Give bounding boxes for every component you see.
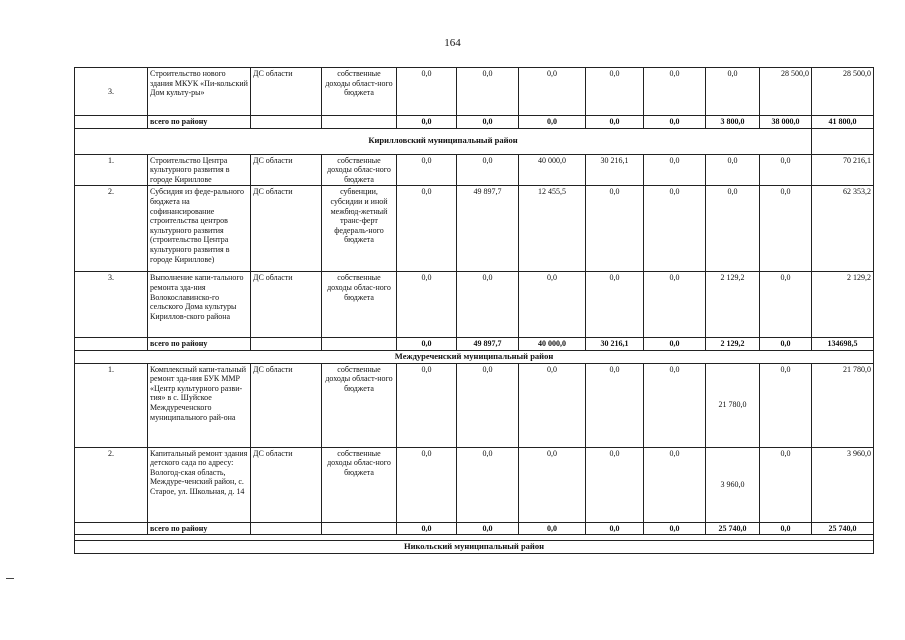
total-value: 0,0 xyxy=(586,116,644,129)
value-cell: 40 000,0 xyxy=(519,154,586,186)
total-value: 0,0 xyxy=(397,522,457,535)
funding-source: собственные доходы облас-ного бюджета xyxy=(322,272,397,338)
value-cell: 0,0 xyxy=(706,154,760,186)
value-cell: 0,0 xyxy=(586,68,644,116)
value-cell: 0,0 xyxy=(519,272,586,338)
customer: ДС области xyxy=(251,447,322,522)
row-number: 3. xyxy=(75,272,148,338)
row-number: 2. xyxy=(75,447,148,522)
value-cell: 0,0 xyxy=(586,363,644,447)
row-number: 3. xyxy=(75,68,148,116)
value-cell: 0,0 xyxy=(760,447,812,522)
value-cell: 0,0 xyxy=(706,68,760,116)
total-value: 0,0 xyxy=(519,116,586,129)
value-cell: 0,0 xyxy=(586,447,644,522)
district-title: Кирилловский муниципальный район xyxy=(75,128,812,154)
total-value: 134698,5 xyxy=(812,338,874,351)
total-value: 0,0 xyxy=(457,116,519,129)
row-number: 1. xyxy=(75,363,148,447)
value-cell: 0,0 xyxy=(644,154,706,186)
total-value: 0,0 xyxy=(644,116,706,129)
value-cell: 0,0 xyxy=(397,447,457,522)
value-cell: 0,0 xyxy=(760,154,812,186)
row-number: 1. xyxy=(75,154,148,186)
total-value: 2 129,2 xyxy=(706,338,760,351)
value-cell: 28 500,0 xyxy=(760,68,812,116)
funding-source: собственные доходы област-ного бюджета xyxy=(322,363,397,447)
value-cell: 0,0 xyxy=(644,363,706,447)
value-cell: 0,0 xyxy=(586,186,644,272)
value-cell: 0,0 xyxy=(644,186,706,272)
total-value: 40 000,0 xyxy=(519,338,586,351)
customer: ДС области xyxy=(251,154,322,186)
value-cell: 0,0 xyxy=(760,363,812,447)
total-label: всего по району xyxy=(148,116,251,129)
value-cell: 0,0 xyxy=(519,363,586,447)
object-name: Строительство нового здания МКУК «Пи-кольский Дом культу-ры» xyxy=(148,68,251,116)
object-name: Выполнение капи-тального ремонта зда-ния Волокославинско-го сельского Дома культуры Кириллов-ского района xyxy=(148,272,251,338)
district-header-row xyxy=(75,128,874,154)
district-total-row xyxy=(75,338,874,351)
table-row xyxy=(75,154,874,186)
value-cell: 0,0 xyxy=(457,68,519,116)
total-value: 49 897,7 xyxy=(457,338,519,351)
funding-source: собственные доходы облас-ного бюджета xyxy=(322,154,397,186)
district-header-row xyxy=(75,541,874,554)
value-cell: 12 455,5 xyxy=(519,186,586,272)
total-value: 41 800,0 xyxy=(812,116,874,129)
total-value: 0,0 xyxy=(760,522,812,535)
district-total-row xyxy=(75,116,874,129)
value-cell: 28 500,0 xyxy=(812,68,874,116)
total-value: 0,0 xyxy=(644,522,706,535)
total-value: 0,0 xyxy=(397,338,457,351)
customer: ДС области xyxy=(251,363,322,447)
value-cell: 62 353,2 xyxy=(812,186,874,272)
table-row xyxy=(75,186,874,272)
object-name: Субсидия из феде-рального бюджета на софинансирование строительства центров культурного развития (строительство Центра культурного развития в городе Кириллове) xyxy=(148,186,251,272)
total-value: 0,0 xyxy=(760,338,812,351)
value-cell: 0,0 xyxy=(644,447,706,522)
total-label: всего по району xyxy=(148,338,251,351)
funding-source: собственные доходы облас-ного бюджета xyxy=(322,447,397,522)
value-cell: 0,0 xyxy=(586,272,644,338)
value-cell: 49 897,7 xyxy=(457,186,519,272)
total-value: 25 740,0 xyxy=(812,522,874,535)
total-value: 30 216,1 xyxy=(586,338,644,351)
value-cell: 0,0 xyxy=(760,186,812,272)
district-total-row xyxy=(75,522,874,535)
value-cell: 0,0 xyxy=(519,447,586,522)
page-number: 164 xyxy=(444,37,461,49)
value-cell: 0,0 xyxy=(457,447,519,522)
value-cell: 21 780,0 xyxy=(812,363,874,447)
total-value: 38 000,0 xyxy=(760,116,812,129)
funding-source: субвенции, субсидии и иной межбюд-жетный транс-ферт федераль-ного бюджета xyxy=(322,186,397,272)
total-value: 25 740,0 xyxy=(706,522,760,535)
value-cell: 0,0 xyxy=(397,154,457,186)
total-value: 0,0 xyxy=(397,116,457,129)
value-cell: 3 960,0 xyxy=(812,447,874,522)
value-cell: 0,0 xyxy=(519,68,586,116)
object-name: Комплексный капи-тальный ремонт зда-ния БУК ММР «Центр культурного разви-тия» в с. Шуйское Междуреченского муниципального рай-она xyxy=(148,363,251,447)
value-cell: 0,0 xyxy=(457,272,519,338)
customer: ДС области xyxy=(251,186,322,272)
value-cell: 0,0 xyxy=(397,363,457,447)
total-value: 3 800,0 xyxy=(706,116,760,129)
value-cell: 0,0 xyxy=(397,272,457,338)
value-cell: 0,0 xyxy=(706,186,760,272)
customer: ДС области xyxy=(251,272,322,338)
value-cell: 2 129,2 xyxy=(706,272,760,338)
value-cell: 0,0 xyxy=(397,68,457,116)
value-cell: 0,0 xyxy=(457,363,519,447)
object-name: Капитальный ремонт здания детского сада по адресу: Вологод-ская область, Междуре-ченский район, с. Старое, ул. Школьная, д. 14 xyxy=(148,447,251,522)
value-cell: 0,0 xyxy=(397,186,457,272)
table-row xyxy=(75,363,874,447)
value-cell: 0,0 xyxy=(457,154,519,186)
total-value: 0,0 xyxy=(586,522,644,535)
value-cell: 3 960,0 xyxy=(706,447,760,522)
value-cell: 2 129,2 xyxy=(812,272,874,338)
value-cell: 70 216,1 xyxy=(812,154,874,186)
district-title: Междуреченский муниципальный район xyxy=(75,350,874,363)
table-row xyxy=(75,272,874,338)
object-name: Строительство Центра культурного развития в городе Кириллове xyxy=(148,154,251,186)
row-number: 2. xyxy=(75,186,148,272)
budget-table xyxy=(74,67,874,554)
table-row xyxy=(75,68,874,116)
total-value: 0,0 xyxy=(644,338,706,351)
total-label: всего по району xyxy=(148,522,251,535)
value-cell: 0,0 xyxy=(644,68,706,116)
margin-mark xyxy=(6,578,14,579)
total-value: 0,0 xyxy=(519,522,586,535)
funding-source: собственные доходы област-ного бюджета xyxy=(322,68,397,116)
total-value: 0,0 xyxy=(457,522,519,535)
table-row xyxy=(75,447,874,522)
value-cell: 30 216,1 xyxy=(586,154,644,186)
value-cell: 21 780,0 xyxy=(706,363,760,447)
value-cell: 0,0 xyxy=(644,272,706,338)
district-title: Никольский муниципальный район xyxy=(75,541,874,554)
value-cell: 0,0 xyxy=(760,272,812,338)
customer: ДС области xyxy=(251,68,322,116)
district-header-row xyxy=(75,350,874,363)
